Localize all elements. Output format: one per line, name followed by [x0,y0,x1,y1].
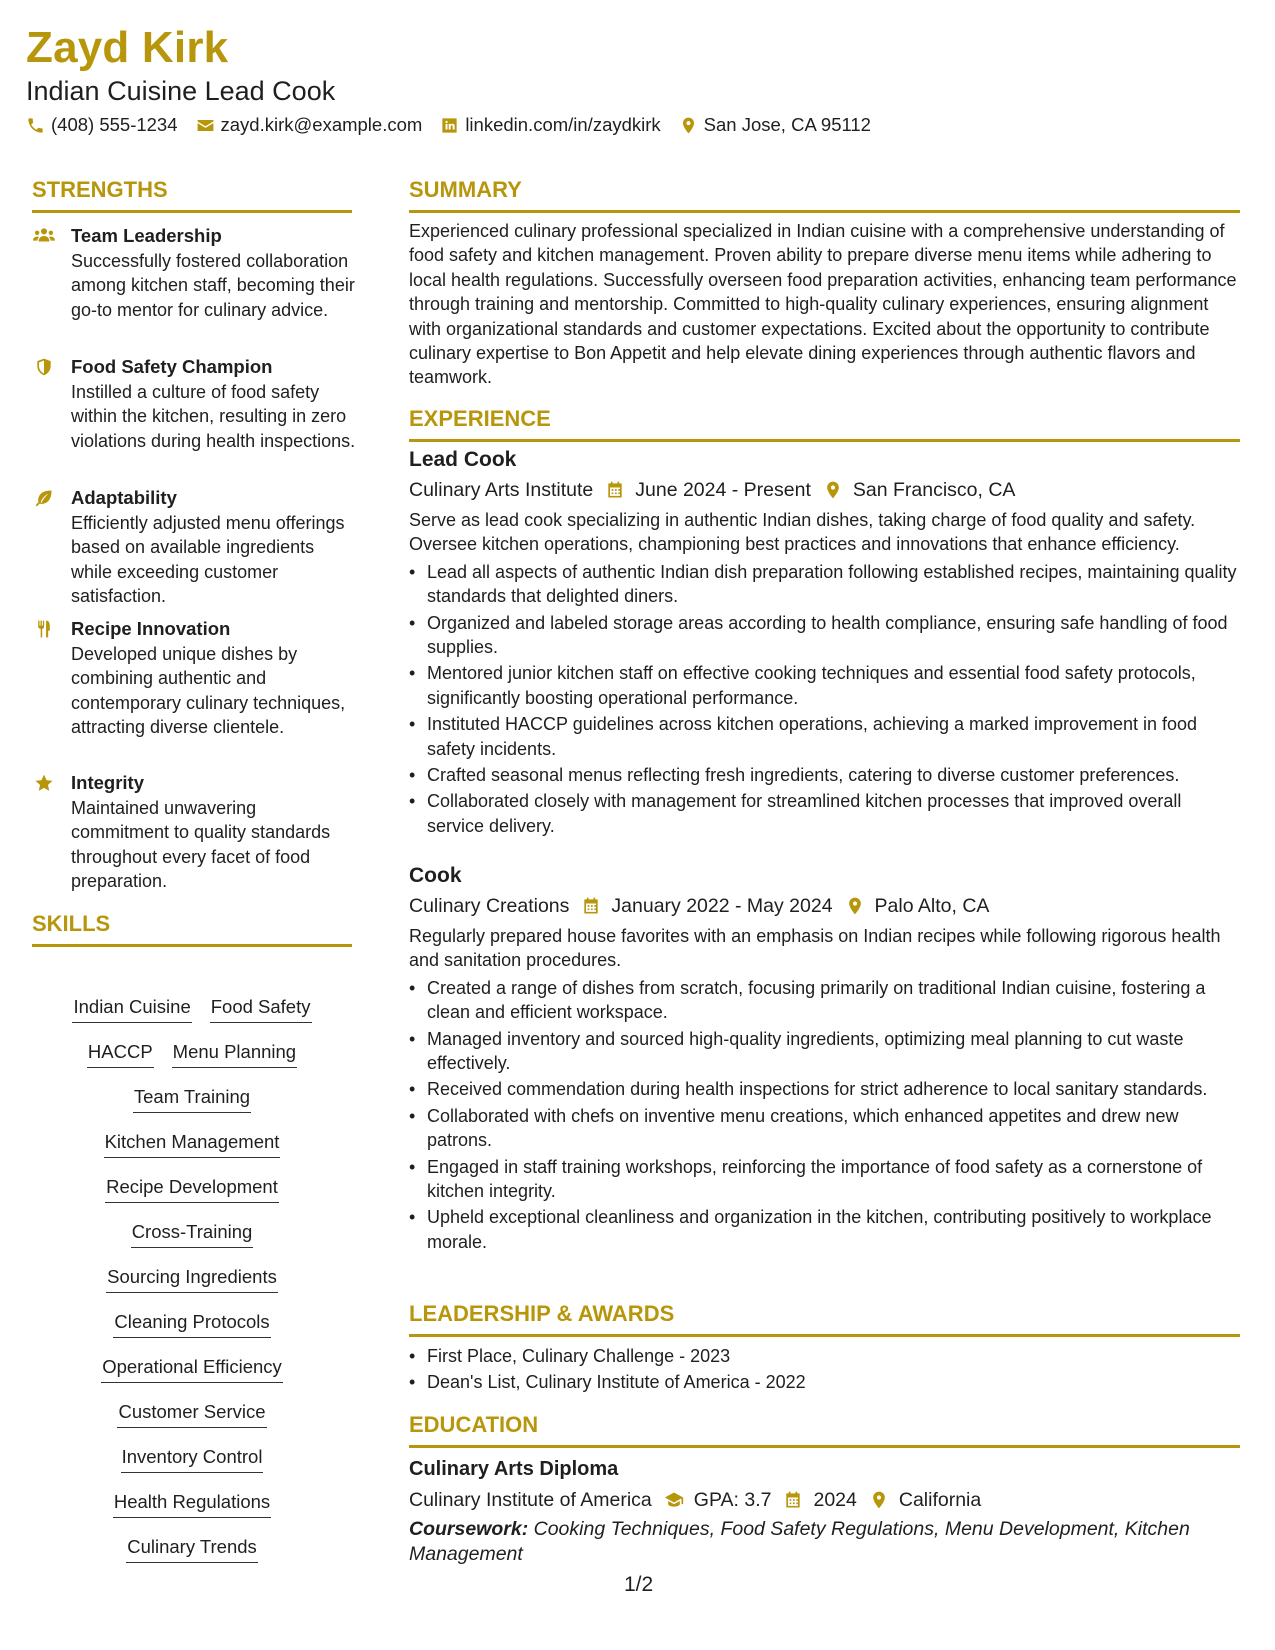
job-bullet: • Created a range of dishes from scratch, focusing primarily on traditional Indian cuisine, fostering a clean and efficient workspace. [409,976,1240,1025]
job-bullet: • Collaborated closely with management for streamlined kitchen processes that improved overall service delivery. [409,789,1240,838]
job-company: Culinary Creations [409,895,570,917]
job-location: San Francisco, CA [852,479,1016,501]
skill-tag: Team Training [133,1084,251,1113]
job-bullet: • Managed inventory and sourced high-quality ingredients, optimizing meal planning to cut waste effectively. [409,1027,1240,1076]
job-entry [409,862,1240,1256]
summary-heading: SUMMARY [409,176,1240,213]
education-location: California [898,1489,982,1511]
strength-title: Team Leadership [71,225,222,246]
map-pin-icon [869,1490,889,1510]
coursework-label: Coursework: [409,1518,529,1540]
team-icon [32,226,56,248]
skill-tag: Menu Planning [172,1039,297,1068]
job-bullet: • Upheld exceptional cleanliness and organization in the kitchen, contributing positively to workplace morale. [409,1205,1240,1254]
location-text: San Jose, CA 95112 [703,114,871,135]
calendar-icon [581,896,601,916]
graduation-year: 2024 [813,1489,857,1511]
utensils-icon [32,619,56,641]
leaf-icon [32,488,56,510]
shield-icon [32,357,56,379]
linkedin-icon [440,116,459,135]
phone-icon [26,116,45,135]
summary-text: Experienced culinary professional specialized in Indian cuisine with a comprehensive understanding of food safety and kitchen management. Proven ability to prepare diverse menu items while adhering to local health regulations. Successfully overseen food preparation activities, enhancing team performance through training and mentorship. Committed to high-quality culinary experiences, ensuring alignment with organizational standards and customer expectations. Excited about the opportunity to contribute culinary expertise to Bon Appetit and help elevate dining experiences through authentic flavors and teamwork. [409,221,1237,388]
job-role: Cook [409,864,462,887]
job-location: Palo Alto, CA [874,895,990,917]
strength-title: Integrity [71,772,144,793]
skill-tag: Food Safety [210,994,312,1023]
job-bullet: • Collaborated with chefs on inventive menu creations, which enhanced appetites and drew new patrons. [409,1104,1240,1153]
skill-tag: Inventory Control [121,1444,264,1473]
skill-tag: Kitchen Management [104,1129,281,1158]
job-bullet: • Engaged in staff training workshops, reinforcing the importance of food safety as a cornerstone of kitchen integrity. [409,1155,1240,1204]
job-bullets [409,976,1240,1254]
skill-tag: Health Regulations [113,1489,271,1518]
graduation-cap-icon [664,1490,684,1510]
skill-tag: HACCP [87,1039,154,1068]
coursework [409,1517,1240,1567]
job-bullets [409,560,1240,838]
star-icon [32,773,56,795]
job-entry [409,446,1240,840]
calendar-icon [783,1490,803,1510]
skill-tag: Recipe Development [105,1174,279,1203]
contact-linkedin[interactable] [440,112,660,138]
skills-list [32,994,352,1579]
job-role: Lead Cook [409,448,517,471]
phone-text: (408) 555-1234 [51,114,178,135]
job-meta [409,476,1240,504]
job-company: Culinary Arts Institute [409,479,594,501]
education-meta [409,1486,1240,1514]
education-heading: EDUCATION [409,1411,1240,1448]
page-indicator: 1/2 [624,1573,654,1596]
map-pin-icon [823,480,843,500]
coursework-text: Cooking Techniques, Food Safety Regulations, Menu Development, Kitchen Management [409,1518,1190,1565]
contact-phone [26,112,178,138]
job-description: Serve as lead cook specializing in authentic Indian dishes, taking charge of food quality and safety. Oversee kitchen operations, championing best practices and innovations that enhance efficiency. [409,510,1196,555]
award-item: • Dean's List, Culinary Institute of America - 2022 [409,1370,1240,1394]
degree: Culinary Arts Diploma [409,1458,619,1480]
gpa: GPA: 3.7 [693,1489,772,1511]
strength-desc: Developed unique dishes by combining authentic and contemporary culinary techniques, attracting diverse clientele. [71,644,346,737]
contact-location [679,112,871,138]
award-item: • First Place, Culinary Challenge - 2023 [409,1344,1240,1368]
job-bullet: • Lead all aspects of authentic Indian dish preparation following established recipes, maintaining quality standards that delighted diners. [409,560,1240,609]
school: Culinary Institute of America [409,1489,652,1511]
awards-heading: LEADERSHIP & AWARDS [409,1300,1240,1337]
skill-tag: Operational Efficiency [101,1354,283,1383]
skill-tag: Indian Cuisine [72,994,191,1023]
contact-email[interactable] [196,112,423,138]
job-dates: June 2024 - Present [635,479,811,501]
skill-tag: Cleaning Protocols [113,1309,270,1338]
strengths-heading: STRENGTHS [32,176,352,213]
job-bullet: • Mentored junior kitchen staff on effective cooking techniques and essential food safety protocols, significantly boosting operational performance. [409,661,1240,710]
candidate-name: Zayd Kirk [26,23,229,72]
linkedin-text: linkedin.com/in/zaydkirk [465,114,661,135]
job-dates: January 2022 - May 2024 [611,895,833,917]
job-meta [409,892,1240,920]
contact-row [26,112,871,138]
map-pin-icon [679,116,698,135]
experience-heading: EXPERIENCE [409,405,1240,442]
calendar-icon [605,480,625,500]
strength-desc: Instilled a culture of food safety within the kitchen, resulting in zero violations during health inspections. [71,382,356,451]
skill-tag: Culinary Trends [126,1534,258,1563]
skills-heading: SKILLS [32,910,352,947]
job-description: Regularly prepared house favorites with an emphasis on Indian recipes while following rigorous health and sanitation procedures. [409,926,1221,971]
strength-title: Recipe Innovation [71,618,231,639]
strength-desc: Maintained unwavering commitment to quality standards throughout every facet of food preparation. [71,798,331,891]
job-bullet: • Received commendation during health inspections for strict adherence to local sanitary standards. [409,1077,1240,1101]
envelope-icon [196,116,215,135]
job-bullet: • Crafted seasonal menus reflecting fresh ingredients, catering to diverse customer preferences. [409,763,1240,787]
skill-tag: Customer Service [117,1399,266,1428]
strength-desc: Successfully fostered collaboration among kitchen staff, becoming their go-to mentor for culinary advice. [71,251,355,320]
awards-list [409,1344,1240,1397]
job-bullet: • Organized and labeled storage areas according to health compliance, ensuring safe handling of food supplies. [409,611,1240,660]
job-bullet: • Instituted HACCP guidelines across kitchen operations, achieving a marked improvement in food safety incidents. [409,712,1240,761]
map-pin-icon [845,896,865,916]
strength-desc: Efficiently adjusted menu offerings based on available ingredients while exceeding customer satisfaction. [71,513,345,606]
skill-tag: Cross-Training [131,1219,254,1248]
education-entry [409,1455,1240,1567]
strength-title: Food Safety Champion [71,356,273,377]
strength-title: Adaptability [71,487,177,508]
skill-tag: Sourcing Ingredients [106,1264,278,1293]
email-text: zayd.kirk@example.com [220,114,423,135]
job-title: Indian Cuisine Lead Cook [26,76,336,106]
